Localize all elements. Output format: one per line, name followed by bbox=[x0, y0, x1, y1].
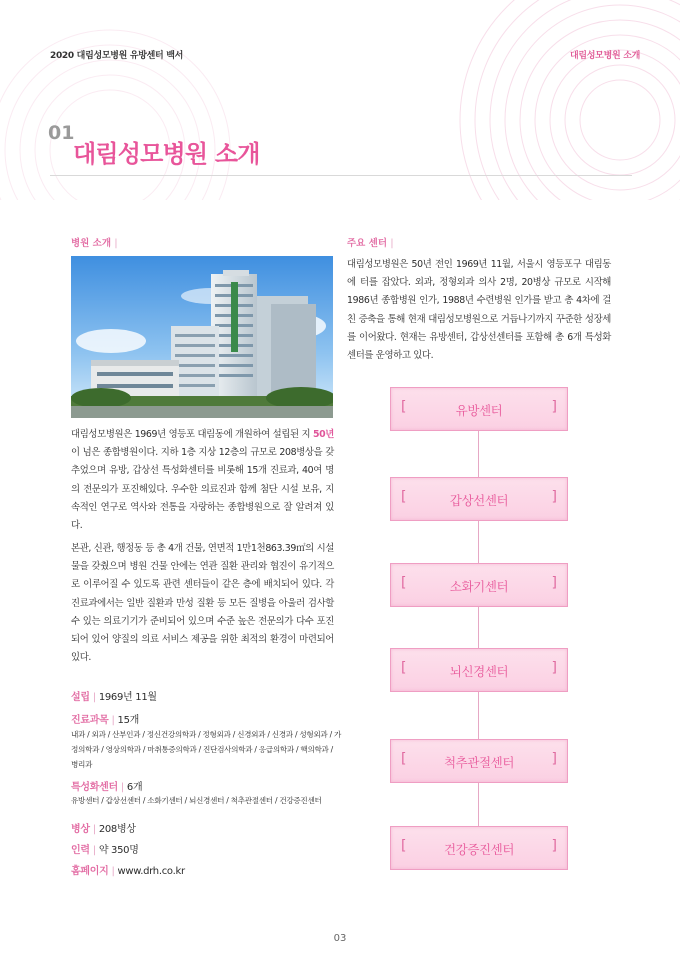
center-name: 뇌신경센터 bbox=[449, 664, 509, 679]
info-staff: 인력 | 약 350명 bbox=[71, 845, 139, 856]
info-departments: 진료과목 | 15개 bbox=[71, 715, 140, 726]
bracket-right: ] bbox=[551, 751, 557, 767]
centers-label: 주요 센터 | bbox=[347, 238, 394, 249]
center-box bbox=[390, 739, 568, 783]
bracket-left: [ bbox=[401, 660, 407, 676]
bracket-right: ] bbox=[551, 575, 557, 591]
bracket-right: ] bbox=[551, 660, 557, 676]
department-list: 내과 / 외과 / 산부인과 / 정신건강의학과 / 정형외과 / 신경외과 / 신경과 / 성형외과 / 가정의학과 / 영상의학과 / 마취통증의학과 / 진단검사의학과 / 응급의학과 / 핵의학과 / 병리과 bbox=[71, 730, 341, 769]
info-founded: 설립 | 1969년 11월 bbox=[71, 692, 157, 703]
bracket-right: ] bbox=[551, 489, 557, 505]
bracket-left: [ bbox=[401, 751, 407, 767]
centers-paragraph: 대림성모병원은 50년 전인 1969년 11월, 서울시 영등포구 대림동에 터를 잡았다. 외과, 정형외과 의사 2명, 20병상 규모로 시작해 1986년 종합병원 인가, 1988년 수련병원 인가를 받고 총 4차에 걸친 증축을 통해 현재 대림성모병원으로 거듭나기까지 꾸준한 성장세를 이어왔다. 현재는 유방센터, 갑상선센터를 포함해 총 6개 특성화센터를 운영하고 있다. bbox=[347, 259, 611, 362]
decorative-rings bbox=[0, 0, 680, 200]
bracket-left: [ bbox=[401, 575, 407, 591]
page-number: 03 bbox=[333, 933, 347, 944]
center-name: 건강증진센터 bbox=[443, 842, 515, 857]
center-box bbox=[390, 648, 568, 692]
specialty-center-list: 유방센터 / 갑상선센터 / 소화기센터 / 뇌신경센터 / 척추관절센터 / 건강증진센터 bbox=[71, 796, 322, 805]
bracket-right: ] bbox=[551, 399, 557, 415]
header-divider bbox=[50, 175, 632, 176]
hospital-building-photo bbox=[71, 256, 333, 418]
center-box bbox=[390, 387, 568, 431]
center-box bbox=[390, 826, 568, 870]
info-specialty-centers: 특성화센터 | 6개 bbox=[71, 782, 143, 793]
section-title: 대림성모병원 소개 bbox=[73, 140, 260, 168]
center-name: 유방센터 bbox=[455, 403, 503, 418]
intro-paragraph-2: 본관, 신관, 행정동 등 총 4개 건물, 연면적 1만1천863.39㎡의 시설물을 갖췄으며 병원 건물 안에는 연관 질환 관리와 협진이 유기적으로 이루어질 수 있도록 관련 센터들이 같은 층에 배치되어 있다. 각 진료과에서는 일반 질환과 만성 질환 등 모든 질병을 아울러 검사할 수 있는 의료기기가 준비되어 있으며 수준 높은 전문의가 다수 포진되어 있어 양질의 의료 서비스 제공을 위한 최적의 환경이 마련되어 있다. bbox=[71, 543, 334, 664]
info-website: 홈페이지 | www.drh.co.kr bbox=[71, 866, 185, 877]
section-number: 01 bbox=[48, 122, 75, 144]
center-name: 소화기센터 bbox=[449, 579, 509, 594]
running-header-title: 2020 대림성모병원 유방센터 백서 bbox=[50, 51, 184, 61]
website-link[interactable]: www.drh.co.kr bbox=[117, 866, 185, 877]
intro-label: 병원 소개 | bbox=[71, 238, 118, 249]
running-header-section: 대림성모병원 소개 bbox=[570, 51, 640, 61]
bracket-left: [ bbox=[401, 399, 407, 415]
center-box bbox=[390, 563, 568, 607]
bracket-left: [ bbox=[401, 489, 407, 505]
center-name: 갑상선센터 bbox=[449, 493, 509, 508]
center-box bbox=[390, 477, 568, 521]
bracket-left: [ bbox=[401, 838, 407, 854]
center-name: 척추관절센터 bbox=[443, 755, 515, 770]
info-beds: 병상 | 208병상 bbox=[71, 824, 136, 835]
intro-paragraph-1: 대림성모병원은 1969년 영등포 대림동에 개원하여 설립된 지 50년이 넘은 종합병원이다. 지하 1층 지상 12층의 규모로 208병상을 갖추었으며 유방, 갑상선 특성화센터를 비롯해 15개 진료과, 40여 명의 전문의가 포진해있다. 우수한 의료진과 함께 첨단 시설 보유, 지속적인 연구로 역사와 전통을 자랑하는 종합병원으로 잘 알려져 있다. bbox=[71, 429, 334, 532]
bracket-right: ] bbox=[551, 838, 557, 854]
